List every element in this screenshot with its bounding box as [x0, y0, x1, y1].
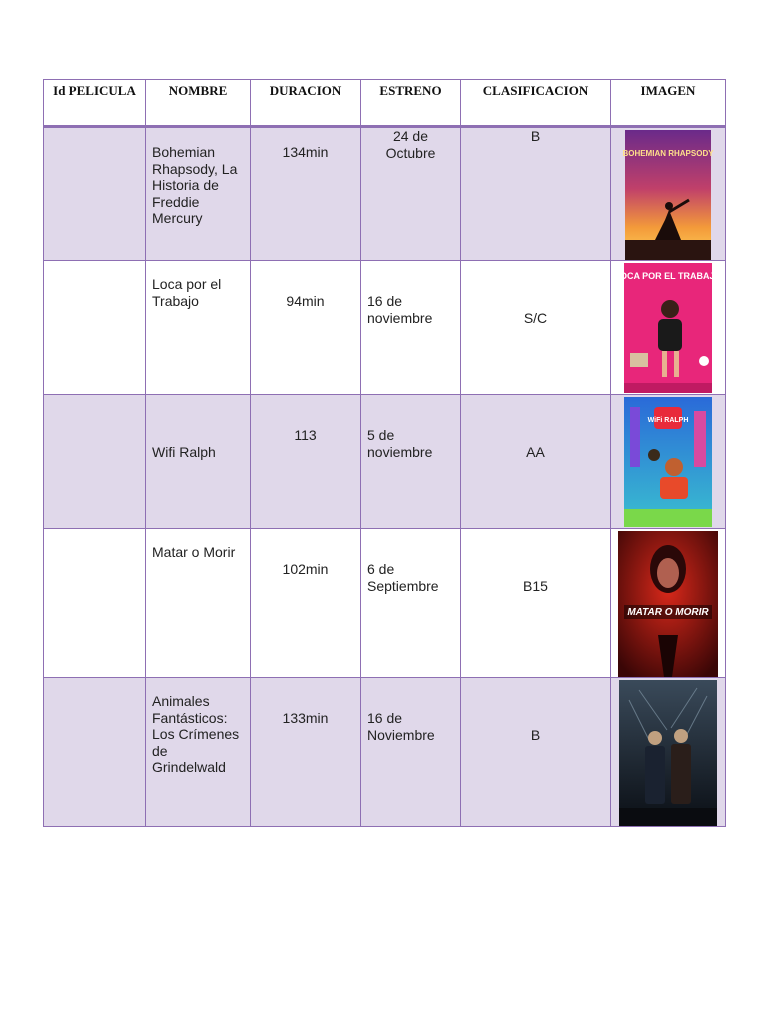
duracion-text: 134min	[282, 144, 329, 160]
nombre-text: Matar o Morir	[152, 544, 236, 560]
cell-imagen	[611, 678, 726, 827]
cell-nombre	[146, 261, 251, 395]
cell-id	[44, 678, 146, 827]
nombre-text: Animales Fantásticos: Los Crímenes de Grindelwald	[152, 693, 240, 775]
table-row	[44, 261, 726, 395]
cell-duracion	[251, 529, 361, 678]
cell-nombre	[146, 127, 251, 261]
poster-title: MATAR O MORIR	[627, 607, 709, 618]
estreno-text: 6 de Septiembre	[367, 561, 439, 594]
clasificacion-text: AA	[526, 444, 545, 460]
poster-title: BOHEMIAN RHAPSODY	[622, 149, 714, 158]
bohemian-rhapsody-poster-icon	[622, 130, 714, 260]
poster-title: LOCA POR EL TRABAJO	[614, 271, 722, 281]
header-estreno: ESTRENO	[361, 80, 461, 127]
cell-imagen	[611, 127, 726, 261]
cell-duracion	[251, 261, 361, 395]
loca-por-el-trabajo-poster-icon	[614, 263, 722, 393]
header-row	[44, 80, 726, 127]
cell-clasificacion	[461, 127, 611, 261]
header-nombre: NOMBRE	[146, 80, 251, 127]
table-row	[44, 127, 726, 261]
cell-duracion	[251, 678, 361, 827]
duracion-text: 113	[294, 427, 317, 443]
poster-title: WiFi RALPH	[647, 417, 689, 424]
cell-duracion	[251, 127, 361, 261]
cell-estreno	[361, 395, 461, 529]
wifi-ralph-poster-art	[624, 397, 712, 527]
clasificacion-text: B	[530, 727, 541, 743]
nombre-text: Wifi Ralph	[152, 444, 216, 460]
estreno-text: 24 de Octubre	[385, 128, 436, 161]
nombre-text: Loca por el Trabajo	[152, 276, 222, 309]
matar-o-morir-poster-art	[618, 531, 718, 677]
header-clasificacion: CLASIFICACION	[461, 80, 611, 127]
cell-nombre	[146, 529, 251, 678]
cell-imagen	[611, 261, 726, 395]
animales-fantasticos-poster-icon	[619, 680, 717, 826]
estreno-text: 5 de noviembre	[367, 427, 433, 460]
cell-nombre	[146, 678, 251, 827]
bohemian-rhapsody-poster-art	[622, 130, 714, 260]
duracion-text: 133min	[282, 710, 329, 726]
duracion-text: 102min	[282, 561, 329, 577]
header-id: Id PELICULA	[44, 80, 146, 127]
cell-id	[44, 395, 146, 529]
cell-clasificacion	[461, 395, 611, 529]
table-row	[44, 395, 726, 529]
nombre-text: Bohemian Rhapsody, La Historia de Freddie Mercury	[152, 144, 238, 226]
cell-id	[44, 127, 146, 261]
cell-estreno	[361, 529, 461, 678]
matar-o-morir-poster-icon	[618, 531, 718, 677]
clasificacion-text: B15	[523, 578, 548, 594]
clasificacion-text: S/C	[523, 310, 548, 326]
header-imagen: IMAGEN	[611, 80, 726, 127]
wifi-ralph-poster-icon	[624, 397, 712, 527]
loca-por-el-trabajo-poster-art	[614, 263, 722, 393]
cell-clasificacion	[461, 678, 611, 827]
cell-clasificacion	[461, 261, 611, 395]
clasificacion-text: B	[530, 128, 541, 144]
cell-estreno	[361, 261, 461, 395]
duracion-text: 94min	[286, 293, 325, 309]
estreno-text: 16 de noviembre	[367, 293, 433, 326]
movie-table	[43, 79, 726, 827]
cell-id	[44, 261, 146, 395]
cell-duracion	[251, 395, 361, 529]
cell-clasificacion	[461, 529, 611, 678]
cell-nombre	[146, 395, 251, 529]
estreno-text: 16 de Noviembre	[367, 710, 435, 743]
cell-estreno	[361, 127, 461, 261]
animales-fantasticos-poster-art	[619, 680, 717, 826]
header-duracion: DURACION	[251, 80, 361, 127]
cell-id	[44, 529, 146, 678]
cell-imagen	[611, 395, 726, 529]
table-row	[44, 678, 726, 827]
table-row	[44, 529, 726, 678]
cell-estreno	[361, 678, 461, 827]
cell-imagen	[611, 529, 726, 678]
